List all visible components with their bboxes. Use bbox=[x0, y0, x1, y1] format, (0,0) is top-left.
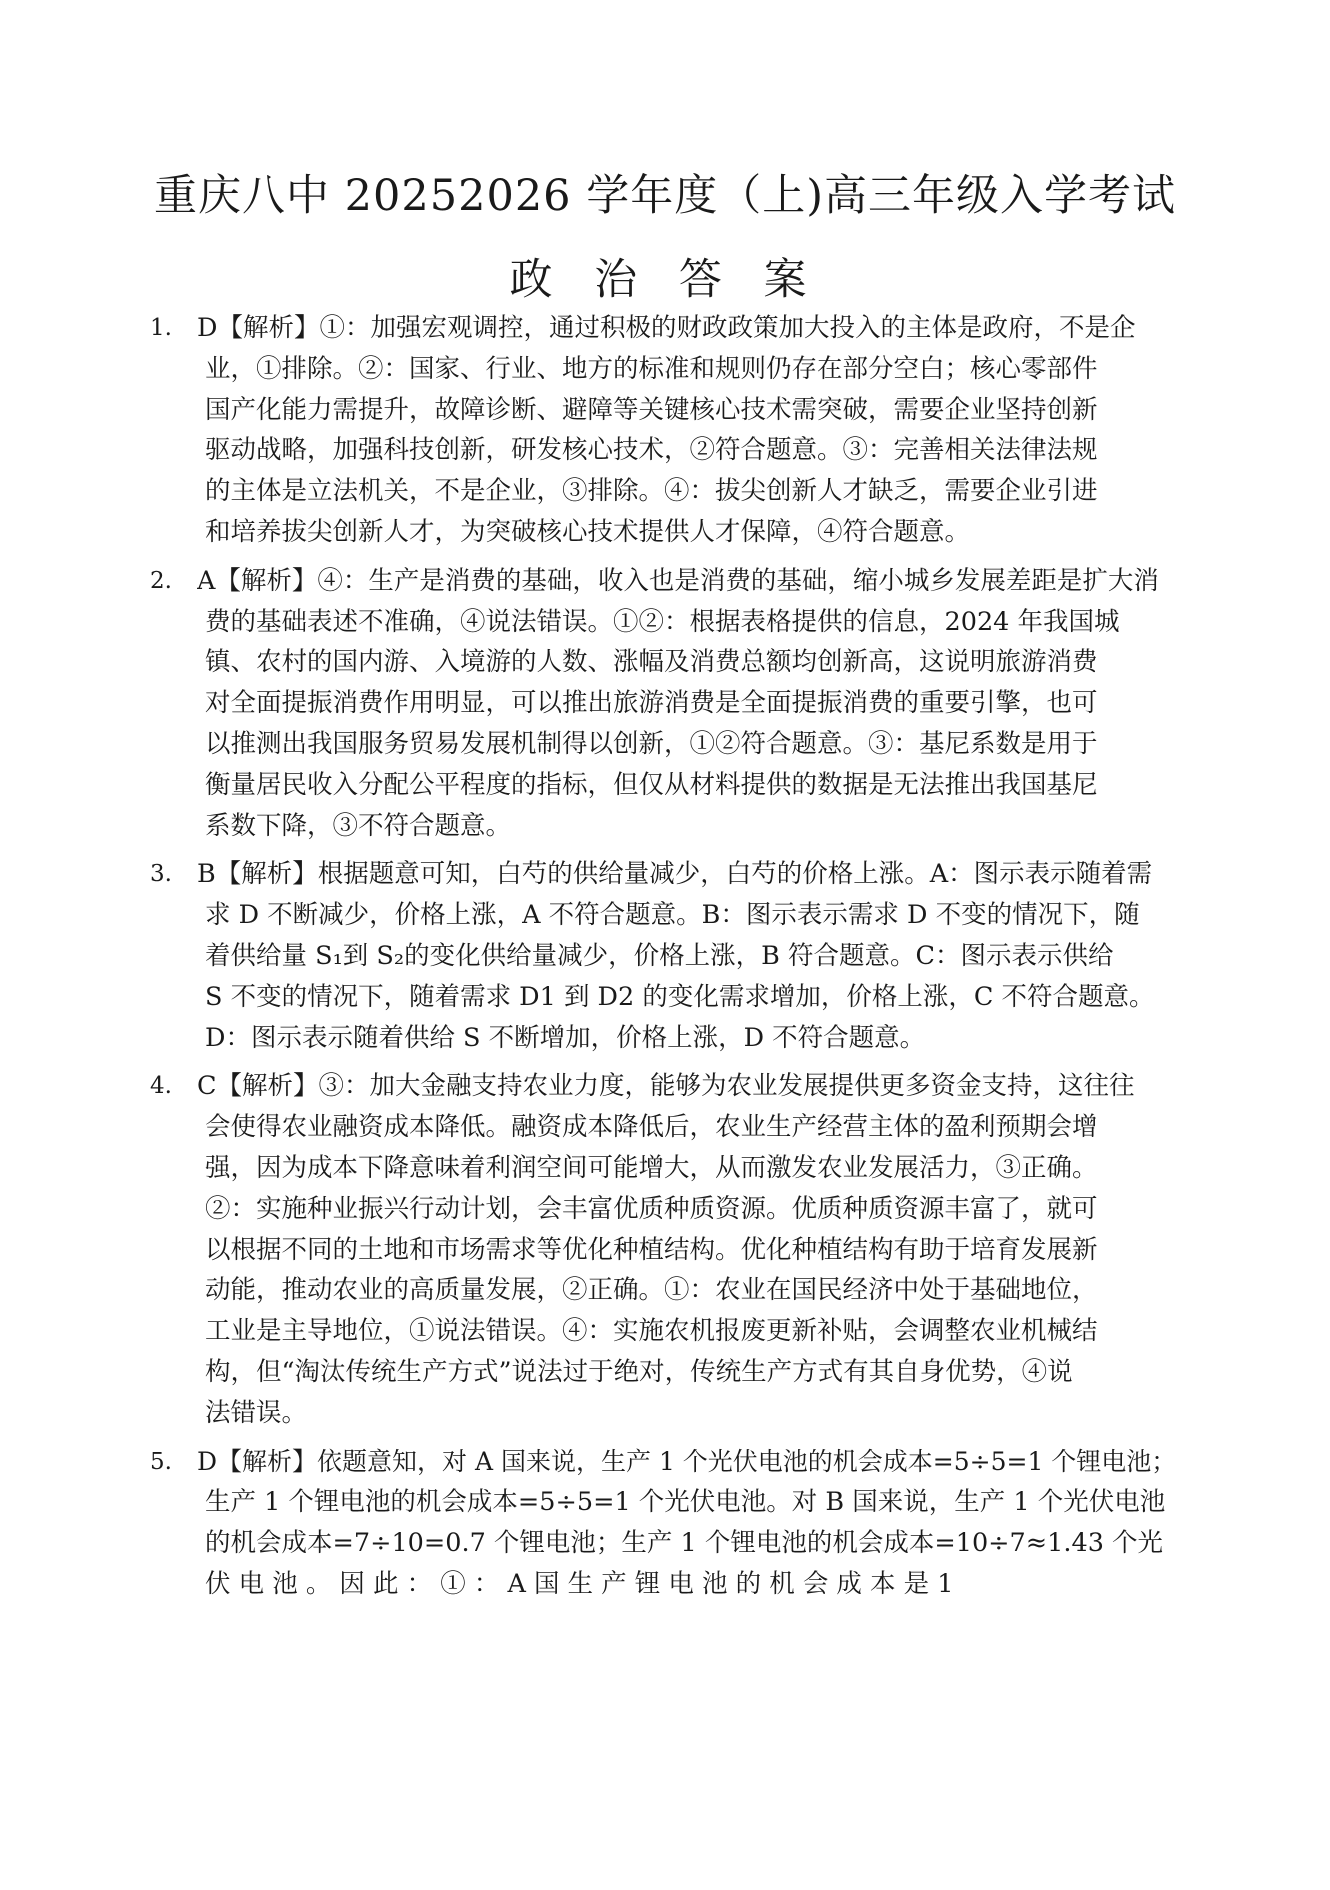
answer-explanation bbox=[197, 561, 1195, 847]
answer-number: 5. bbox=[150, 1448, 172, 1475]
document-title: 重庆八中 20252026 学年度（上)高三年级入学考试 bbox=[154, 171, 1176, 221]
explanation-line: 以推测出我国服务贸易发展机制得以创新，①②符合题意。③：基尼系数是用于 bbox=[205, 728, 1098, 759]
answer-number: 2. bbox=[150, 567, 172, 594]
explanation-line: 系数下降，③不符合题意。 bbox=[205, 810, 512, 841]
answer-explanation bbox=[197, 1066, 1195, 1433]
explanation-line: D【解析】①：加强宏观调控，通过积极的财政政策加大投入的主体是政府，不是企 bbox=[197, 313, 1136, 343]
answer-explanation bbox=[197, 308, 1195, 553]
explanation-line: B【解析】根据题意可知，白芍的供给量减少，白芍的价格上涨。A：图示表示随着需 bbox=[197, 859, 1153, 890]
answer-list bbox=[150, 308, 1195, 1613]
explanation-line: 求 D 不断减少，价格上涨，A 不符合题意。B：图示表示需求 D 不变的情况下，随 bbox=[205, 900, 1140, 931]
explanation-line: ②：实施种业振兴行动计划，会丰富优质种质资源。优质种质资源丰富了，就可 bbox=[205, 1193, 1098, 1224]
answer-explanation bbox=[197, 854, 1195, 1058]
explanation-line: 动能，推动农业的高质量发展，②正确。①：农业在国民经济中处于基础地位， bbox=[205, 1275, 1098, 1306]
explanation-line: 费的基础表述不准确，④说法错误。①②：根据表格提供的信息，2024 年我国城 bbox=[205, 606, 1120, 637]
explanation-line: 国产化能力需提升，故障诊断、避障等关键核心技术需突破，需要企业坚持创新 bbox=[205, 394, 1098, 425]
explanation-line: 工业是主导地位，①说法错误。④：实施农机报废更新补贴，会调整农业机械结 bbox=[205, 1316, 1098, 1347]
answer-number: 3. bbox=[150, 861, 172, 888]
answer-item bbox=[150, 308, 1195, 553]
explanation-line: C【解析】③：加大金融支持农业力度，能够为农业发展提供更多资金支持，这往往 bbox=[197, 1071, 1135, 1102]
explanation-line: S 不变的情况下，随着需求 D1 到 D2 的变化需求增加，价格上涨，C 不符合题意。 bbox=[205, 981, 1155, 1012]
answer-item bbox=[150, 561, 1195, 847]
explanation-line: 着供给量 S₁到 S₂的变化供给量减少，价格上涨，B 符合题意。C：图示表示供给 bbox=[205, 940, 1114, 971]
answer-item bbox=[150, 1442, 1195, 1605]
explanation-line: 构，但“淘汰传统生产方式”说法过于绝对，传统生产方式有其自身优势，④说 bbox=[205, 1356, 1073, 1387]
explanation-line: D【解析】依题意知，对 A 国来说，生产 1 个光伏电池的机会成本=5÷5=1 个锂电池； bbox=[197, 1446, 1177, 1476]
answer-number: 4. bbox=[150, 1073, 172, 1100]
explanation-line: 的机会成本=7÷10=0.7 个锂电池；生产 1 个锂电池的机会成本=10÷7≈1.43 个光 bbox=[205, 1528, 1164, 1559]
explanation-line: 业，①排除。②：国家、行业、地方的标准和规则仍存在部分空白；核心零部件 bbox=[205, 353, 1098, 384]
answer-item bbox=[150, 854, 1195, 1058]
explanation-line: 会使得农业融资成本降低。融资成本降低后，农业生产经营主体的盈利预期会增 bbox=[205, 1112, 1098, 1143]
explanation-line: A【解析】④：生产是消费的基础，收入也是消费的基础，缩小城乡发展差距是扩大消 bbox=[197, 565, 1159, 596]
answer-item bbox=[150, 1066, 1195, 1433]
explanation-line: 的主体是立法机关，不是企业，③排除。④：拔尖创新人才缺乏，需要企业引进 bbox=[205, 476, 1098, 507]
document-subtitle: 政 治 答 案 bbox=[509, 255, 821, 305]
explanation-line: 强，因为成本下降意味着利润空间可能增大，从而激发农业发展活力，③正确。 bbox=[205, 1152, 1098, 1183]
answer-explanation bbox=[197, 1442, 1195, 1605]
explanation-line: 驱动战略，加强科技创新，研发核心技术，②符合题意。③：完善相关法律法规 bbox=[205, 435, 1098, 466]
explanation-line: 对全面提振消费作用明显，可以推出旅游消费是全面提振消费的重要引擎，也可 bbox=[205, 688, 1098, 719]
explanation-line: 衡量居民收入分配公平程度的指标，但仅从材料提供的数据是无法推出我国基尼 bbox=[205, 769, 1098, 800]
explanation-line: 生产 1 个锂电池的机会成本=5÷5=1 个光伏电池。对 B 国来说，生产 1 个光伏电池 bbox=[205, 1487, 1166, 1518]
answer-number: 1. bbox=[150, 315, 172, 341]
explanation-line: 以根据不同的土地和市场需求等优化种植结构。优化种植结构有助于培育发展新 bbox=[205, 1234, 1098, 1265]
explanation-line: 和培养拔尖创新人才，为突破核心技术提供人才保障，④符合题意。 bbox=[205, 516, 971, 547]
explanation-line: D：图示表示随着供给 S 不断增加，价格上涨，D 不符合题意。 bbox=[205, 1022, 926, 1053]
explanation-line: 法错误。 bbox=[205, 1397, 308, 1428]
explanation-line: 伏 电 池 。 因 此 ： ① ： A 国 生 产 锂 电 池 的 机 会 成 本 是 1 bbox=[205, 1568, 954, 1599]
explanation-line: 镇、农村的国内游、入境游的人数、涨幅及消费总额均创新高，这说明旅游消费 bbox=[205, 647, 1098, 678]
